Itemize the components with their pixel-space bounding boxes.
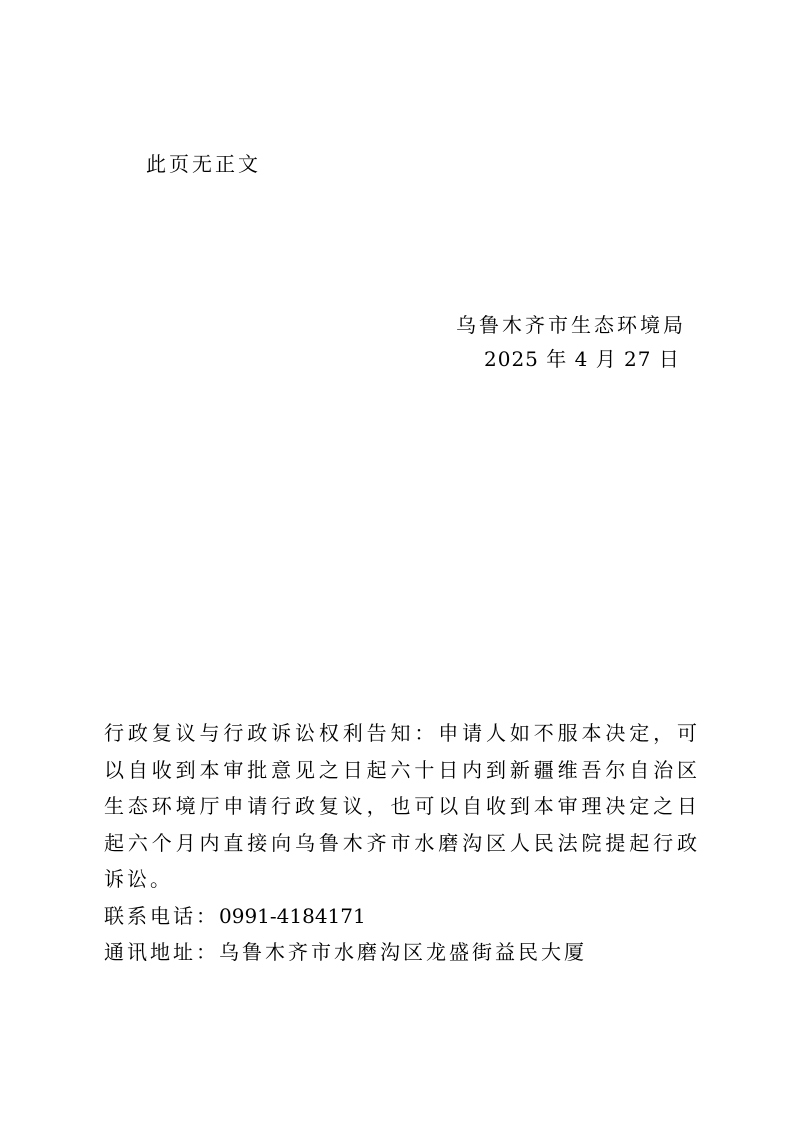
signature-date: 2025 年 4 月 27 日 (484, 347, 680, 371)
contact-phone-value: 0991-4184171 (219, 903, 366, 928)
contact-address-line (104, 934, 700, 971)
signature-block (440, 308, 700, 376)
contact-address-label: 通讯地址： (104, 940, 219, 964)
page-note: 此页无正文 (146, 152, 261, 176)
contact-phone-label: 联系电话： (104, 903, 219, 928)
rights-notice-paragraph: 行政复议与行政诉讼权利告知：申请人如不服本决定，可以自收到本审批意见之日起六十日内到新疆维吾尔自治区生态环境厅申请行政复议，也可以自收到本审理决定之日起六个月内直接向乌鲁木齐市水磨沟区人民法院提起行政诉讼。 (104, 721, 700, 891)
contact-address-value: 乌鲁木齐市水磨沟区龙盛街益民大厦 (219, 940, 587, 964)
notice-block (104, 715, 700, 971)
contact-phone-line (104, 898, 700, 935)
signature-organization: 乌鲁木齐市生态环境局 (456, 313, 686, 337)
